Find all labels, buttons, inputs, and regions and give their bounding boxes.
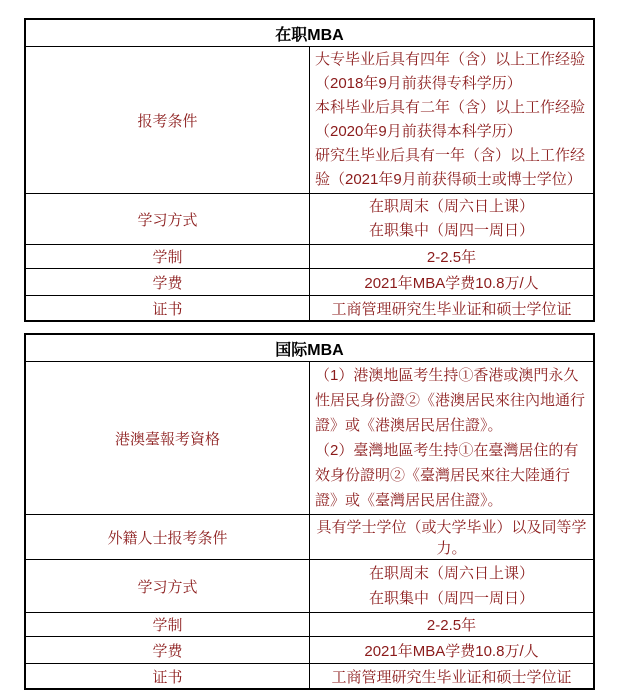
row-value-application-requirements — [310, 47, 595, 194]
table-row — [25, 296, 594, 322]
value-line: 在职周末（周六日上课） — [368, 198, 534, 215]
table-row — [25, 613, 594, 637]
table-row — [25, 19, 594, 47]
row-value-hk-macau-taiwan-eligibility — [310, 362, 595, 515]
table-row — [25, 194, 594, 245]
row-label-tuition: 学费 — [25, 269, 310, 296]
table-title-international-mba: 国际MBA — [25, 334, 594, 362]
value-line: 在职周末（周六日上课） — [368, 565, 534, 582]
value-line: （1）港澳地區考生持①香港或澳門永久性居民身份證②《港澳居民來往內地通行證》或《港澳居民居住證》。 — [315, 367, 586, 434]
value-line: 大专毕业后具有四年（含）以上工作经验（2018年9月前获得专科学历） — [315, 51, 586, 92]
value-line: 本科毕业后具有二年（含）以上工作经验（2020年9月前获得本科学历） — [315, 99, 586, 140]
row-value-tuition: 2021年MBA学费10.8万/人 — [310, 637, 595, 664]
row-value-duration: 2-2.5年 — [310, 613, 595, 637]
row-value-certificate: 工商管理研究生毕业证和硕士学位证 — [310, 296, 595, 322]
table-row — [25, 334, 594, 362]
row-value-certificate: 工商管理研究生毕业证和硕士学位证 — [310, 664, 595, 690]
row-value-duration: 2-2.5年 — [310, 245, 595, 269]
table-row — [25, 637, 594, 664]
table-row — [25, 245, 594, 269]
table-gap — [24, 322, 627, 333]
row-label-tuition: 学费 — [25, 637, 310, 664]
row-value-study-mode — [310, 194, 595, 245]
table-title-part-time-mba: 在职MBA — [25, 19, 594, 47]
row-label-duration: 学制 — [25, 613, 310, 637]
table-row — [25, 47, 594, 194]
row-label-study-mode: 学习方式 — [25, 194, 310, 245]
value-line: 研究生毕业后具有一年（含）以上工作经验（2021年9月前获得硕士或博士学位） — [315, 147, 586, 188]
row-label-hk-macau-taiwan-eligibility: 港澳臺報考資格 — [25, 362, 310, 515]
table-row — [25, 362, 594, 515]
table-row — [25, 515, 594, 560]
row-label-study-mode: 学习方式 — [25, 560, 310, 613]
table-part-time-mba — [24, 18, 595, 322]
table-row — [25, 664, 594, 690]
row-value-foreigner-requirements: 具有学士学位（或大学毕业）以及同等学力。 — [310, 515, 595, 560]
row-label-certificate: 证书 — [25, 664, 310, 690]
value-line: （2）臺灣地區考生持①在臺灣居住的有效身份證明②《臺灣居民來往大陸通行證》或《臺灣居民居住證》。 — [315, 442, 579, 509]
table-row — [25, 269, 594, 296]
table-row — [25, 560, 594, 613]
row-value-study-mode — [310, 560, 595, 613]
row-label-certificate: 证书 — [25, 296, 310, 322]
table-international-mba — [24, 333, 595, 690]
row-label-foreigner-requirements: 外籍人士报考条件 — [25, 515, 310, 560]
value-line: 在职集中（周四一周日） — [368, 590, 534, 607]
row-value-tuition: 2021年MBA学费10.8万/人 — [310, 269, 595, 296]
row-label-application-requirements: 报考条件 — [25, 47, 310, 194]
value-line: 在职集中（周四一周日） — [368, 222, 534, 239]
row-label-duration: 学制 — [25, 245, 310, 269]
